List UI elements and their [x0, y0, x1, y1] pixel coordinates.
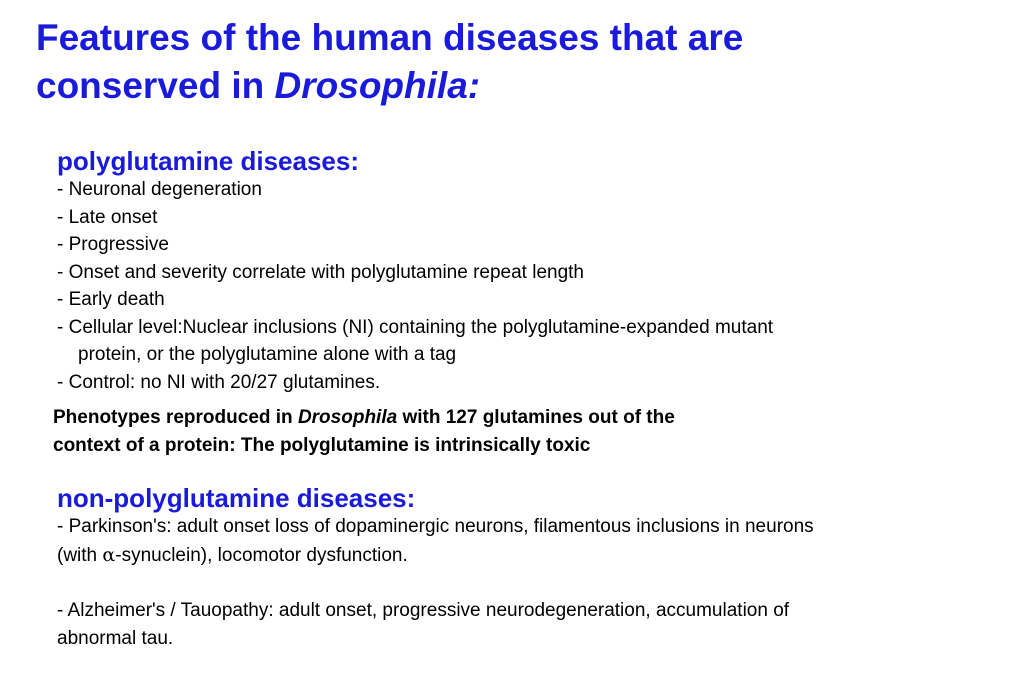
alzheimers-item	[57, 597, 997, 653]
alpha-symbol: α	[102, 544, 116, 566]
parkinsons-item	[57, 513, 997, 570]
continuation-text: protein, or the polyglutamine alone with a tag	[78, 344, 457, 365]
list-item: - Neuronal degeneration	[57, 179, 262, 200]
alzheimers-line-2: abnormal tau.	[57, 628, 174, 649]
list-item: - Progressive	[57, 234, 169, 255]
polyglutamine-section	[57, 146, 997, 396]
non-polyglutamine-section	[57, 483, 997, 653]
parkinsons-line-2-prefix: (with	[57, 545, 103, 566]
slide-title	[36, 14, 996, 110]
note-line-2: context of a protein: The polyglutamine is intrinsically toxic	[53, 435, 591, 456]
non-polyglutamine-heading: non-polyglutamine diseases:	[57, 483, 416, 513]
title-line-2-prefix: conserved in	[36, 65, 275, 106]
spacer	[57, 570, 997, 597]
polyglutamine-heading: polyglutamine diseases:	[57, 146, 359, 176]
phenotype-note	[53, 404, 953, 460]
list-item: - Early death	[57, 289, 165, 310]
note-part-1: Phenotypes reproduced in	[53, 407, 298, 428]
title-line-1: Features of the human diseases that are	[36, 17, 744, 58]
title-line-2-italic: Drosophila:	[274, 65, 481, 106]
parkinsons-line-2-suffix: -synuclein), locomotor dysfunction.	[115, 545, 408, 566]
parkinsons-line-1: - Parkinson's: adult onset loss of dopaminergic neurons, filamentous inclusions in neurons	[57, 516, 814, 537]
list-item: - Onset and severity correlate with polyglutamine repeat length	[57, 261, 584, 283]
note-part-2: with 127 glutamines out of the	[397, 407, 675, 428]
list-item: - Cellular level:Nuclear inclusions (NI) containing the polyglutamine-expanded mutant	[57, 316, 774, 338]
list-item: - Late onset	[57, 206, 158, 228]
alzheimers-line-1: - Alzheimer's / Tauopathy: adult onset, progressive neurodegeneration, accumulation of	[57, 600, 790, 621]
list-item-continuation	[57, 341, 997, 369]
note-italic: Drosophila	[297, 407, 398, 428]
list-item: - Control: no NI with 20/27 glutamines.	[57, 371, 381, 393]
